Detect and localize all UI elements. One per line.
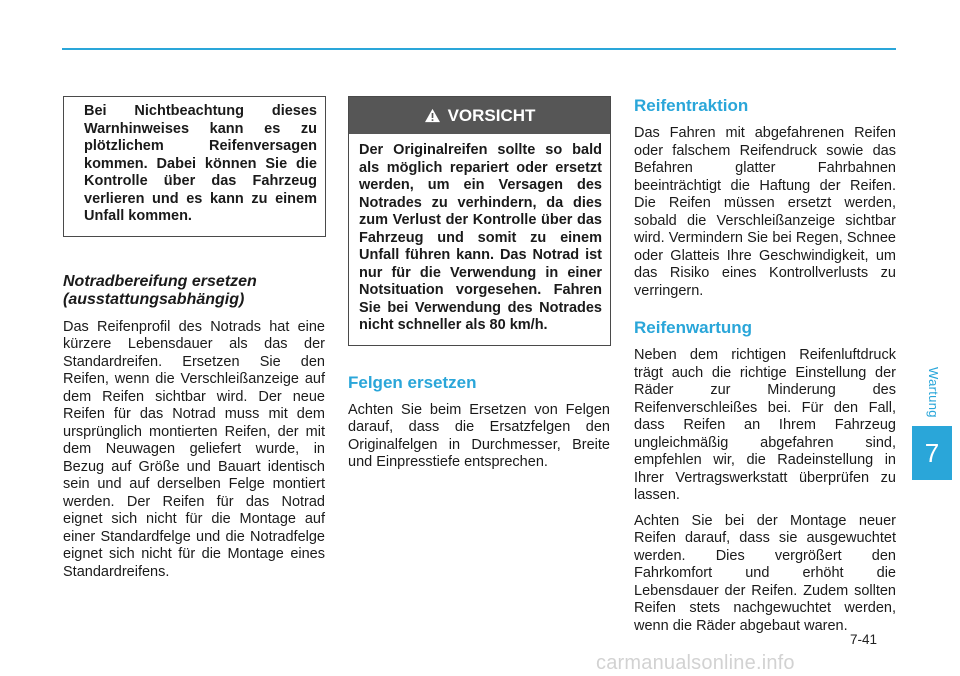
column-left	[63, 96, 325, 589]
watermark: carmanualsonline.info	[596, 652, 795, 674]
caution-title: VORSICHT	[447, 105, 536, 125]
caution-box	[348, 96, 611, 346]
caution-header	[349, 97, 610, 134]
warning-notice-text: Bei Nichtbeachtung dieses Warnhinweises kann es zu plötzlichem Reifenversagen kommen. Dabei können Sie die Kontrolle über das Fahrzeug verlieren und es kann zu einem Unfall kommen.	[84, 103, 317, 224]
caution-text: Der Originalreifen sollte so bald als möglich repariert oder ersetzt werden, um ein Versagen des Notrades zu verhindern, da dies zum Verlust der Kontrolle über das Fahrzeug und somit zu einem Unfall führen kann. Das Notrad ist nur für die Verwendung in einer Notsituation vorgesehen. Fahren Sie bei Verwendung des Notrades nicht schneller als 80 km/h.	[359, 142, 602, 333]
warning-notice-box	[63, 96, 326, 237]
chapter-tab: 7	[912, 426, 952, 480]
column-right	[634, 96, 896, 643]
caution-body	[349, 134, 610, 345]
traction-paragraph: Das Fahren mit abgefahrenen Reifen oder falschem Reifendruck sowie das Befahren glatter Fahrbahnen beeinträchtigt die Haftung der Reifen. Die Reifen müssen ersetzt werden, sobald die Verschleißanzeige sichtbar wird. Vermindern Sie bei Regen, Schnee oder Glatteis Ihre Geschwindigkeit, um das Risiko eines Kontrollverlusts zu verringern.	[634, 125, 896, 299]
maintenance-paragraph-2: Achten Sie bei der Montage neuer Reifen darauf, dass sie ausgewuchtet werden. Dies vergrößert den Fahrkomfort und erhöht die Lebensdauer der Reifen. Zudem sollten Reifen stets nachgewuchtet werden, wenn die Räder abgebaut waren.	[634, 512, 896, 634]
rims-heading: Felgen ersetzen	[348, 372, 477, 392]
rims-paragraph: Achten Sie beim Ersetzen von Felgen darauf, dass die Ersatzfelgen den Originalfelgen in Durchmesser, Breite und Einpresstiefe entsprechen.	[348, 401, 610, 470]
column-middle	[348, 96, 610, 480]
page-number: 7-41	[850, 632, 878, 647]
warning-triangle-icon	[424, 108, 441, 123]
spare-tire-heading: Notradbereifung ersetzen (ausstattungsabhängig)	[63, 272, 257, 308]
top-divider	[62, 48, 896, 50]
maintenance-heading: Reifenwartung	[634, 318, 753, 337]
spare-tire-paragraph: Das Reifenprofil des Notrads hat eine kürzere Lebensdauer als das der Standardreifen. Ersetzen Sie den Reifen, wenn die Verschleißanzeige auf dem Reifen sichtbar wird. Der neue Reifen für das Notrad muss mit dem ursprünglich montierten Reifen, der mit dem Neuwagen geliefert wurde, in Bezug auf Größe und Bauart identisch sein und auf derselben Felge montiert werden. Der Reifen für das Notrad eignet sich nicht für die Montage auf einer Standardfelge und die Notradfelge eignet sich nicht für die Montage eines Standardreifens.	[63, 318, 325, 580]
traction-heading: Reifentraktion	[634, 96, 749, 115]
chapter-side-label: Wartung	[926, 366, 941, 418]
maintenance-paragraph-1: Neben dem richtigen Reifenluftdruck trägt auch die richtige Einstellung der Räder zur Minderung des Reifenverschleißes bei. Für den Fall, dass Reifen an Ihrem Fahrzeug ungleichmäßig abgefahren sind, empfehlen wir, die Radeinstellung in Ihrer Vertragswerkstatt überprüfen zu lassen.	[634, 347, 896, 503]
